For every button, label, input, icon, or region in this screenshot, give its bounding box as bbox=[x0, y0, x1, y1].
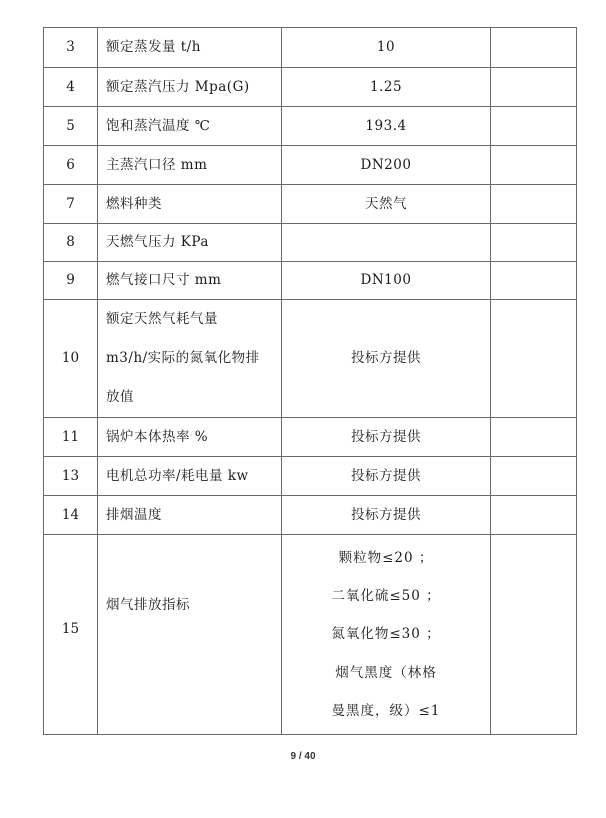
table-row bbox=[44, 418, 577, 457]
row-number: 4 bbox=[44, 68, 98, 107]
row-value bbox=[282, 535, 491, 735]
table-row bbox=[44, 224, 577, 262]
row-item: 排烟温度 bbox=[98, 496, 282, 535]
row-remark bbox=[491, 68, 577, 107]
row-number: 9 bbox=[44, 262, 98, 300]
row-number-cell bbox=[44, 535, 98, 735]
row-remark bbox=[491, 457, 577, 496]
row-remark bbox=[491, 535, 577, 735]
spec-table bbox=[43, 27, 577, 735]
row-number: 10 bbox=[44, 300, 98, 418]
row-item: 锅炉本体热率 % bbox=[98, 418, 282, 457]
row-number: 6 bbox=[44, 146, 98, 185]
row-value: 投标方提供 bbox=[282, 418, 491, 457]
row-remark bbox=[491, 28, 577, 68]
row-number: 14 bbox=[44, 496, 98, 535]
row-value: 天然气 bbox=[282, 185, 491, 224]
emission-limit-line: 氮氧化物≤30 ； bbox=[331, 626, 441, 643]
emission-limit-line: 二氧化硫≤50 ； bbox=[331, 588, 441, 605]
row-remark bbox=[491, 262, 577, 300]
row-item: 天燃气压力 KPa bbox=[98, 224, 282, 262]
row-value: 投标方提供 bbox=[282, 300, 491, 418]
table-row bbox=[44, 496, 577, 535]
table-row bbox=[44, 300, 577, 418]
table-row bbox=[44, 68, 577, 107]
emission-limit-line: 烟气黑度（林格 bbox=[335, 664, 437, 681]
row-value: 投标方提供 bbox=[282, 457, 491, 496]
emission-limit-line: 颗粒物≤20 ； bbox=[338, 549, 434, 566]
row-item: 额定蒸汽压力 Mpa(G) bbox=[98, 68, 282, 107]
row-remark bbox=[491, 146, 577, 185]
row-item: 饱和蒸汽温度 ℃ bbox=[98, 107, 282, 146]
row-number: 13 bbox=[44, 457, 98, 496]
row-value: 193.4 bbox=[282, 107, 491, 146]
table-row bbox=[44, 107, 577, 146]
row-item: 燃气接口尺寸 mm bbox=[98, 262, 282, 300]
table-row bbox=[44, 457, 577, 496]
row-item: 额定蒸发量 t/h bbox=[98, 28, 282, 68]
table-row bbox=[44, 28, 577, 68]
table-row bbox=[44, 535, 577, 735]
row-number: 5 bbox=[44, 107, 98, 146]
row-remark bbox=[491, 224, 577, 262]
row-value: 投标方提供 bbox=[282, 496, 491, 535]
row-number: 3 bbox=[44, 28, 98, 68]
row-remark bbox=[491, 107, 577, 146]
row-item bbox=[98, 300, 282, 418]
page-indicator: 9 / 40 bbox=[290, 751, 316, 762]
table-row bbox=[44, 262, 577, 300]
row-item-cell bbox=[98, 535, 282, 735]
row-remark bbox=[491, 185, 577, 224]
row-number: 8 bbox=[44, 224, 98, 262]
row-item: 主蒸汽口径 mm bbox=[98, 146, 282, 185]
table-row bbox=[44, 185, 577, 224]
row-item-line: m3/h/实际的氮氧化物排 bbox=[106, 350, 260, 366]
row-item-line: 放值 bbox=[106, 389, 134, 405]
row-item-line: 额定天然气耗气量 bbox=[106, 311, 218, 327]
row-value: 10 bbox=[282, 28, 491, 68]
table-row bbox=[44, 146, 577, 185]
row-item: 燃料种类 bbox=[98, 185, 282, 224]
row-item: 烟气排放指标 bbox=[106, 597, 190, 613]
row-remark bbox=[491, 418, 577, 457]
row-value bbox=[282, 224, 491, 262]
row-number: 15 bbox=[61, 621, 80, 637]
row-value: 1.25 bbox=[282, 68, 491, 107]
row-item: 电机总功率/耗电量 kw bbox=[98, 457, 282, 496]
row-remark bbox=[491, 496, 577, 535]
row-number: 11 bbox=[44, 418, 98, 457]
row-number: 7 bbox=[44, 185, 98, 224]
row-value: DN200 bbox=[282, 146, 491, 185]
row-remark bbox=[491, 300, 577, 418]
row-value: DN100 bbox=[282, 262, 491, 300]
emission-limit-line: 曼黑度，级）≤1 bbox=[331, 702, 441, 719]
